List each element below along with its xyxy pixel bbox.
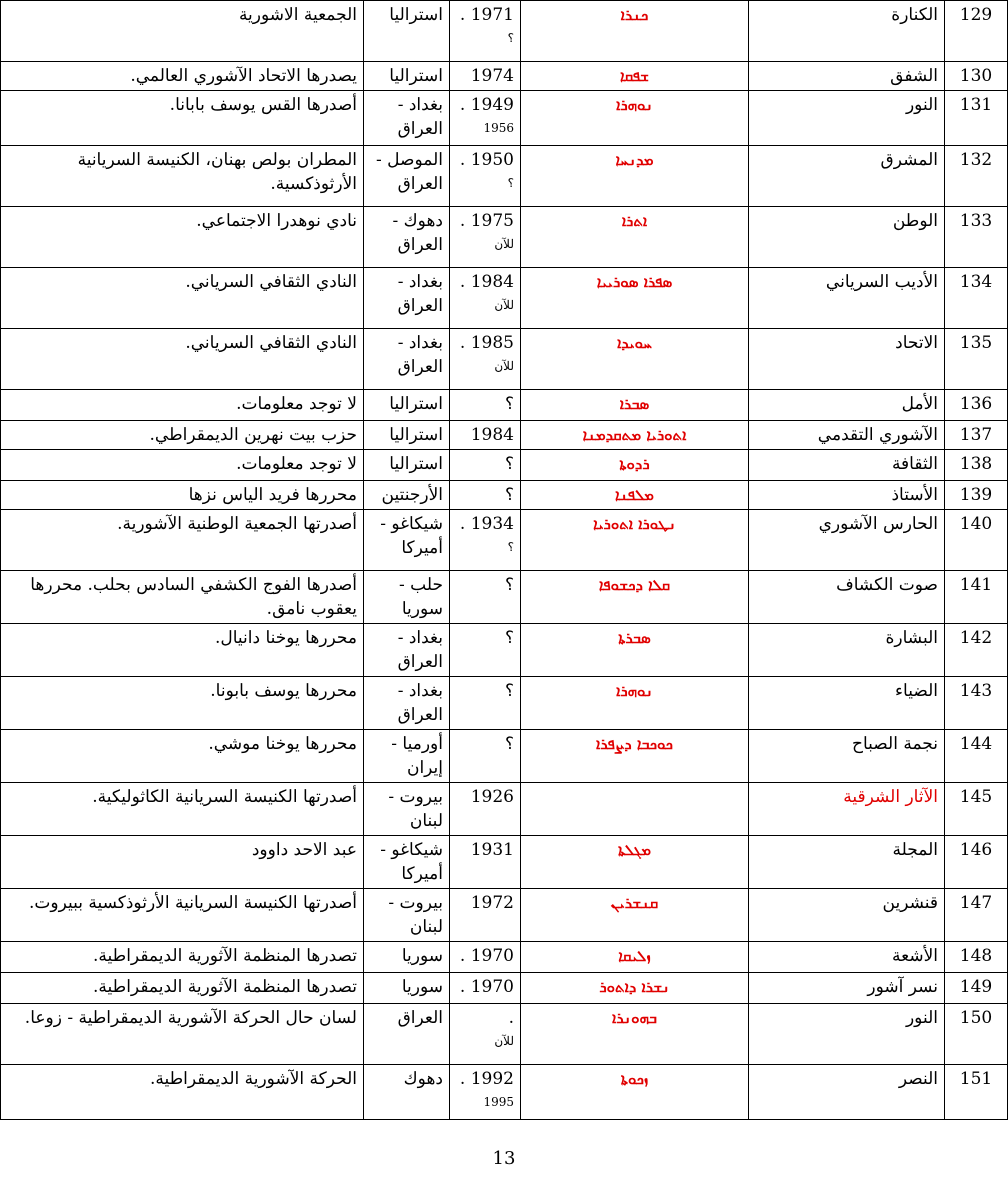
periodical-title: الأديب السرياني [749, 268, 945, 329]
syriac-title: ܐܬܘܪܝܐ ܡܬܩܕܡܢܐ [521, 421, 749, 450]
year-cell [450, 268, 521, 329]
year-cell [450, 836, 521, 889]
year-end: للآن [494, 237, 514, 251]
place-of-publication: استراليا [364, 421, 450, 450]
publisher-notes: لا توجد معلومات. [1, 390, 364, 421]
place-of-publication: دهوك - العراق [364, 207, 450, 268]
year-cell [450, 481, 521, 510]
periodical-title: النور [749, 91, 945, 146]
year-value: 1970 . [459, 977, 514, 997]
periodical-title: الحارس الآشوري [749, 510, 945, 571]
syriac-title: ܐܬܪܐ [521, 207, 749, 268]
place-of-publication: استراليا [364, 1, 450, 62]
table-row [1, 421, 1008, 450]
periodical-title: البشارة [749, 624, 945, 677]
row-number: 134 [945, 268, 1008, 329]
year-end: ؟ [507, 176, 514, 190]
periodical-title: النور [749, 1004, 945, 1065]
syriac-title: ܫܦܩܐ [521, 62, 749, 91]
row-number: 141 [945, 571, 1008, 624]
syriac-title: ܙܟܘܬܐ [521, 1065, 749, 1120]
row-number: 150 [945, 1004, 1008, 1065]
place-of-publication: شيكاغو - أميركا [364, 510, 450, 571]
publisher-notes: أصدرتها الكنيسة السريانية الكاثوليكية. [1, 783, 364, 836]
table-row [1, 942, 1008, 973]
periodical-title: المشرق [749, 146, 945, 207]
year-cell [450, 146, 521, 207]
publisher-notes: المطران بولص بهنان، الكنيسة السريانية الأرثوذكسية. [1, 146, 364, 207]
row-number: 151 [945, 1065, 1008, 1120]
place-of-publication: بيروت - لبنان [364, 783, 450, 836]
table-row [1, 91, 1008, 146]
year-cell [450, 1065, 521, 1120]
year-value: ؟ [504, 485, 514, 505]
year-end: للآن [494, 359, 514, 373]
publisher-notes: عبد الاحد داوود [1, 836, 364, 889]
syriac-title: ܒܗܘܢܪܐ [521, 1004, 749, 1065]
place-of-publication: بغداد - العراق [364, 91, 450, 146]
row-number: 129 [945, 1, 1008, 62]
table-row [1, 62, 1008, 91]
syriac-title: ܪܕܘܬܐ [521, 450, 749, 481]
table-row [1, 783, 1008, 836]
year-value: 1984 . [459, 272, 514, 292]
publisher-notes: أصدرها القس يوسف بابانا. [1, 91, 364, 146]
table-row [1, 1004, 1008, 1065]
periodical-title: الشفق [749, 62, 945, 91]
year-cell [450, 421, 521, 450]
periodical-title: الضياء [749, 677, 945, 730]
periodical-title: نسر آشور [749, 973, 945, 1004]
row-number: 132 [945, 146, 1008, 207]
table-row [1, 207, 1008, 268]
publisher-notes: لسان حال الحركة الآشورية الديمقراطية - زوعا. [1, 1004, 364, 1065]
table-row [1, 889, 1008, 942]
place-of-publication: سوريا [364, 942, 450, 973]
year-cell [450, 450, 521, 481]
year-value: 1992 . [459, 1069, 514, 1089]
table-row [1, 481, 1008, 510]
publisher-notes: أصدرتها الكنيسة السريانية الأرثوذكسية ببيروت. [1, 889, 364, 942]
row-number: 143 [945, 677, 1008, 730]
row-number: 147 [945, 889, 1008, 942]
place-of-publication: حلب - سوريا [364, 571, 450, 624]
year-end: ؟ [507, 31, 514, 45]
row-number: 136 [945, 390, 1008, 421]
periodical-title: صوت الكشاف [749, 571, 945, 624]
publisher-notes: تصدرها المنظمة الآثورية الديمقراطية. [1, 942, 364, 973]
syriac-title: ܢܘܗܪܐ [521, 91, 749, 146]
syriac-title: ܟܘܟܒܐ ܕܨܦܪܐ [521, 730, 749, 783]
row-number: 130 [945, 62, 1008, 91]
periodical-title: قنشرين [749, 889, 945, 942]
year-value: 1931 [470, 840, 514, 860]
table-row [1, 450, 1008, 481]
page-number: 13 [492, 1148, 516, 1169]
year-end: 1956 [483, 121, 514, 135]
table-row [1, 677, 1008, 730]
row-number: 142 [945, 624, 1008, 677]
row-number: 144 [945, 730, 1008, 783]
year-cell [450, 62, 521, 91]
year-cell [450, 1004, 521, 1065]
table-row [1, 571, 1008, 624]
publisher-notes: محررها يوسف بابونا. [1, 677, 364, 730]
publisher-notes: تصدرها المنظمة الآثورية الديمقراطية. [1, 973, 364, 1004]
periodical-title: نجمة الصباح [749, 730, 945, 783]
row-number: 138 [945, 450, 1008, 481]
table-row [1, 624, 1008, 677]
publisher-notes: لا توجد معلومات. [1, 450, 364, 481]
row-number: 135 [945, 329, 1008, 390]
syriac-title: ܩܠܐ ܕܟܫܘܦܐ [521, 571, 749, 624]
place-of-publication: استراليا [364, 450, 450, 481]
year-value: ؟ [504, 681, 514, 701]
year-value: 1984 [470, 425, 514, 445]
year-value: 1972 [470, 893, 514, 913]
table-row [1, 329, 1008, 390]
periodical-title: الكنارة [749, 1, 945, 62]
place-of-publication: شيكاغو - أميركا [364, 836, 450, 889]
year-cell [450, 730, 521, 783]
year-cell [450, 889, 521, 942]
place-of-publication: الأرجنتين [364, 481, 450, 510]
row-number: 137 [945, 421, 1008, 450]
year-cell [450, 91, 521, 146]
syriac-title: ܟܢܪܐ [521, 1, 749, 62]
syriac-title: ܢܛܘܪܐ ܐܬܘܪܝܐ [521, 510, 749, 571]
syriac-title: ܡܕܢܚܐ [521, 146, 749, 207]
syriac-title: ܢܫܪܐ ܕܐܬܘܪ [521, 973, 749, 1004]
year-cell [450, 1, 521, 62]
syriac-title: ܙܠܝܩܐ [521, 942, 749, 973]
periodical-title: الأشعة [749, 942, 945, 973]
place-of-publication: دهوك [364, 1065, 450, 1120]
place-of-publication: استراليا [364, 62, 450, 91]
publisher-notes: يصدرها الاتحاد الآشوري العالمي. [1, 62, 364, 91]
year-value: 1934 . [459, 514, 514, 534]
publisher-notes: النادي الثقافي السرياني. [1, 329, 364, 390]
table-row [1, 1, 1008, 62]
publisher-notes: محررها فريد الياس نزها [1, 481, 364, 510]
place-of-publication: بغداد - العراق [364, 268, 450, 329]
syriac-title: ܡܓܠܬܐ [521, 836, 749, 889]
year-cell [450, 624, 521, 677]
periodical-title: المجلة [749, 836, 945, 889]
place-of-publication: العراق [364, 1004, 450, 1065]
year-value: ؟ [504, 394, 514, 414]
publisher-notes: النادي الثقافي السرياني. [1, 268, 364, 329]
publisher-notes: الحركة الآشورية الديمقراطية. [1, 1065, 364, 1120]
publisher-notes: الجمعية الاشورية [1, 1, 364, 62]
place-of-publication: بغداد - العراق [364, 624, 450, 677]
year-end: 1995 [483, 1095, 514, 1109]
year-value: . [508, 1008, 514, 1028]
row-number: 133 [945, 207, 1008, 268]
syriac-title: ܚܘܝܕܐ [521, 329, 749, 390]
periodicals-table-body [1, 1, 1008, 1120]
row-number: 131 [945, 91, 1008, 146]
table-row [1, 510, 1008, 571]
year-cell [450, 783, 521, 836]
year-cell [450, 677, 521, 730]
year-value: 1970 . [459, 946, 514, 966]
year-cell [450, 942, 521, 973]
periodical-title: الاتحاد [749, 329, 945, 390]
publisher-notes: أصدرتها الجمعية الوطنية الآشورية. [1, 510, 364, 571]
row-number: 140 [945, 510, 1008, 571]
row-number: 146 [945, 836, 1008, 889]
periodical-title: الوطن [749, 207, 945, 268]
year-value: 1985 . [459, 333, 514, 353]
year-value: 1975 . [459, 211, 514, 231]
table-row [1, 836, 1008, 889]
place-of-publication: استراليا [364, 390, 450, 421]
publisher-notes: محررها يوخنا موشي. [1, 730, 364, 783]
periodical-title: الثقافة [749, 450, 945, 481]
row-number: 139 [945, 481, 1008, 510]
table-row [1, 973, 1008, 1004]
year-value: 1974 [470, 66, 514, 86]
syriac-title: ܣܦܪܐ ܣܘܪܝܝܐ [521, 268, 749, 329]
place-of-publication: الموصل - العراق [364, 146, 450, 207]
year-cell [450, 973, 521, 1004]
row-number: 148 [945, 942, 1008, 973]
year-cell [450, 329, 521, 390]
table-row [1, 730, 1008, 783]
year-cell [450, 390, 521, 421]
year-value: ؟ [504, 628, 514, 648]
row-number: 145 [945, 783, 1008, 836]
table-row [1, 390, 1008, 421]
year-end: للآن [494, 1034, 514, 1048]
periodical-title: الأمل [749, 390, 945, 421]
periodical-title: الأستاذ [749, 481, 945, 510]
syriac-title: ܢܘܗܪܐ [521, 677, 749, 730]
year-value: 1926 [470, 787, 514, 807]
year-value: 1949 . [459, 95, 514, 115]
publisher-notes: نادي نوهدرا الاجتماعي. [1, 207, 364, 268]
syriac-title: ܣܒܪܐ [521, 390, 749, 421]
publisher-notes: حزب بيت نهرين الديمقراطي. [1, 421, 364, 450]
year-end: ؟ [507, 540, 514, 554]
year-value: 1950 . [459, 150, 514, 170]
table-row [1, 268, 1008, 329]
place-of-publication: بيروت - لبنان [364, 889, 450, 942]
table-row [1, 146, 1008, 207]
year-cell [450, 571, 521, 624]
place-of-publication: بغداد - العراق [364, 329, 450, 390]
syriac-title: ܡܠܦܢܐ [521, 481, 749, 510]
publisher-notes: محررها يوخنا دانيال. [1, 624, 364, 677]
table-row [1, 1065, 1008, 1120]
row-number: 149 [945, 973, 1008, 1004]
year-value: 1971 . [459, 5, 514, 25]
year-end: للآن [494, 298, 514, 312]
syriac-title: ܣܒܪܬܐ [521, 624, 749, 677]
periodical-title: الآشوري التقدمي [749, 421, 945, 450]
year-value: ؟ [504, 575, 514, 595]
year-value: ؟ [504, 734, 514, 754]
year-value: ؟ [504, 454, 514, 474]
place-of-publication: سوريا [364, 973, 450, 1004]
syriac-title [521, 783, 749, 836]
year-cell [450, 510, 521, 571]
place-of-publication: بغداد - العراق [364, 677, 450, 730]
periodical-title: النصر [749, 1065, 945, 1120]
year-cell [450, 207, 521, 268]
syriac-title: ܩܢܫܪܝܢ [521, 889, 749, 942]
publisher-notes: أصدرها الفوج الكشفي السادس بحلب. محررها يعقوب نامق. [1, 571, 364, 624]
place-of-publication: أورميا - إيران [364, 730, 450, 783]
periodical-title: الآثار الشرقية [749, 783, 945, 836]
